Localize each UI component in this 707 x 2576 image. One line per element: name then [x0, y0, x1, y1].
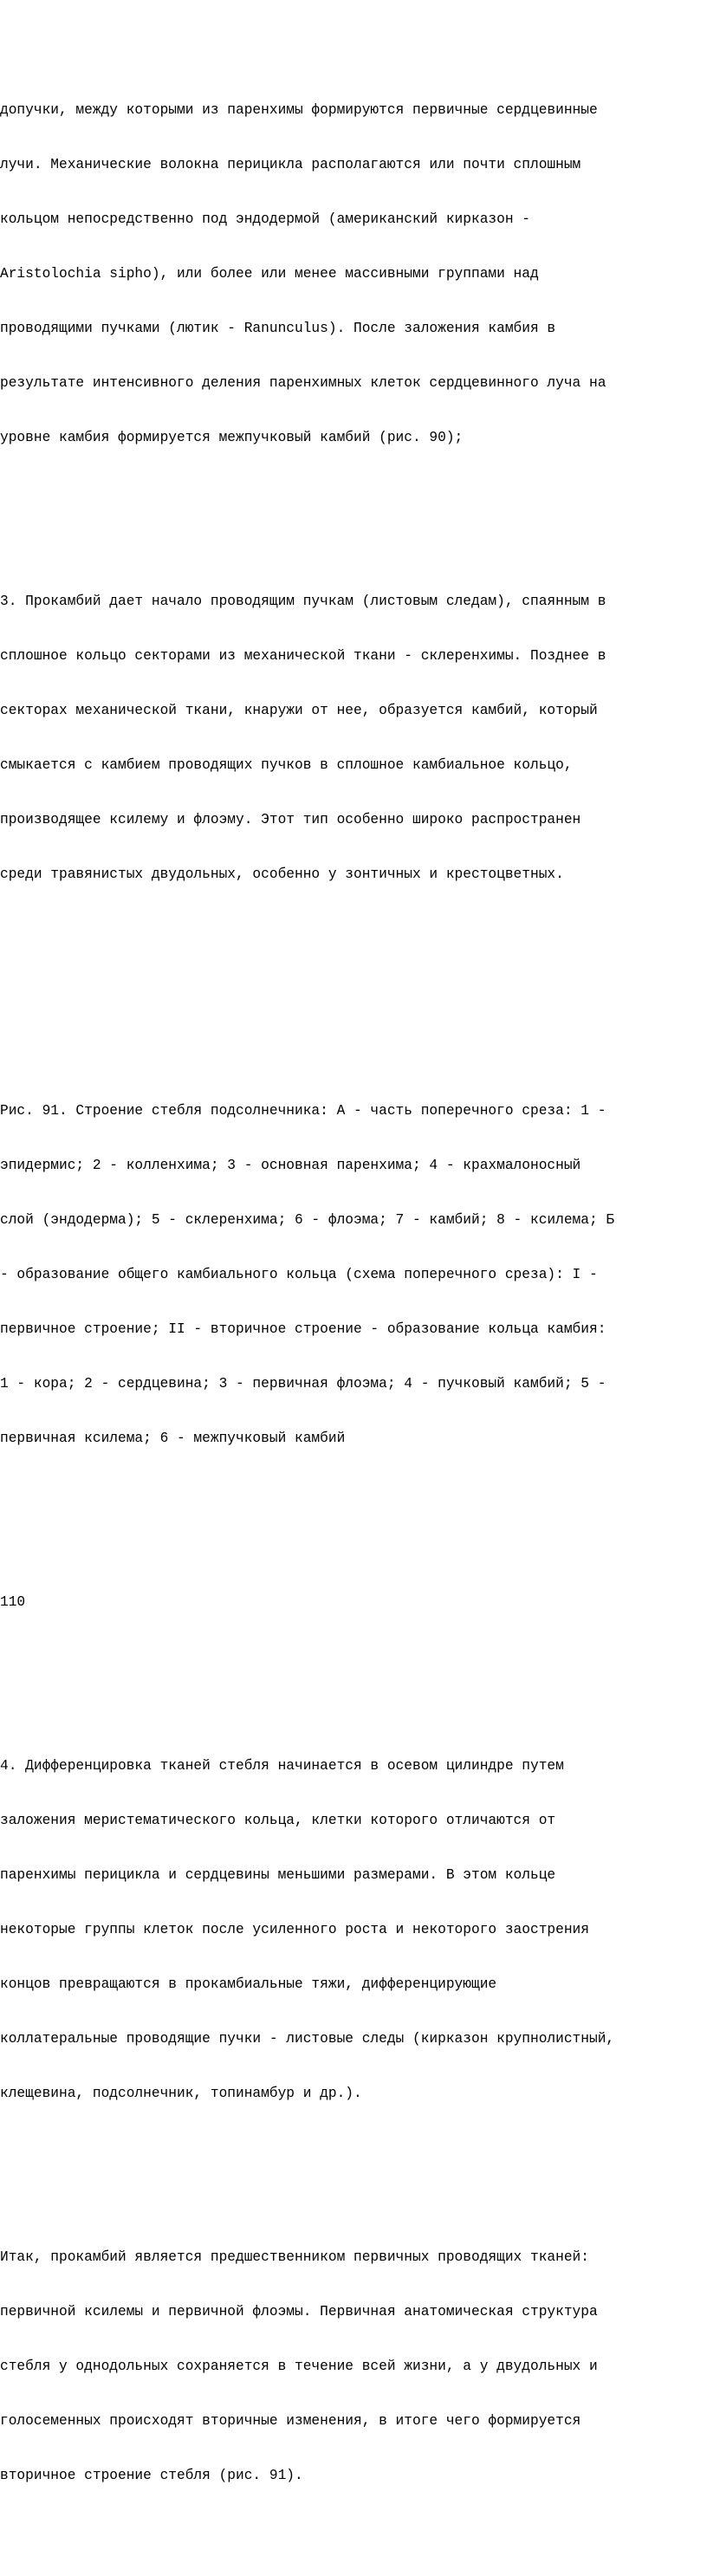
text-line: среди травянистых двудольных, особенно у зонтичных и крестоцветных. — [0, 866, 564, 882]
caption-line: - образование общего камбиального кольца (схема поперечного среза): I - — [0, 1267, 598, 1282]
text-line: вторичное строение стебля (рис. 91). — [0, 2468, 303, 2483]
text-line: стебля у однодольных сохраняется в течение всей жизни, а у двудольных и — [0, 2359, 598, 2374]
caption-line: 1 - кора; 2 - сердцевина; 3 - первичная флоэма; 4 - пучковый камбий; 5 - — [0, 1376, 606, 1392]
text-line: результате интенсивного деления паренхимных клеток сердцевинного луча на — [0, 375, 606, 391]
caption-line: Рис. 91. Строение стебля подсолнечника: А - часть поперечного среза: 1 - — [0, 1103, 606, 1119]
blank-line — [0, 993, 707, 1011]
text-line: заложения меристематического кольца, клетки которого отличаются от — [0, 1813, 556, 1828]
text-line: сплошное кольцо секторами из механической ткани - склеренхимы. Позднее в — [0, 648, 606, 664]
text-line: клещевина, подсолнечник, топинамбур и др.). — [0, 2086, 362, 2101]
caption-line: первичная ксилема; 6 - межпучковый камбий — [0, 1431, 346, 1446]
text-line: 4. Дифференцировка тканей стебля начинается в осевом цилиндре путем — [0, 1758, 564, 1774]
paragraph-conclusion — [0, 2212, 707, 2521]
document-page — [0, 10, 707, 2576]
text-line: производящее ксилему и флоэму. Этот тип особенно широко распространен — [0, 812, 581, 827]
text-line: уровне камбия формируется межпучковый камбий (рис. 90); — [0, 430, 464, 445]
text-line: проводящими пучками (лютик - Ranunculus). После заложения камбия в — [0, 321, 556, 336]
text-line: некоторые группы клеток после усиленного роста и некоторого заострения — [0, 1922, 589, 1937]
text-line: кольцом непосредственно под эндодермой (американский кирказон - — [0, 211, 530, 227]
paragraph-item-3-procambium — [0, 556, 707, 920]
text-line: паренхимы перицикла и сердцевины меньшими размерами. В этом кольце — [0, 1867, 556, 1883]
text-line: голосеменных происходят вторичные изменения, в итоге чего формируется — [0, 2413, 581, 2429]
text-line: коллатеральные проводящие пучки - листовые следы (кирказон крупнолистный, — [0, 2031, 615, 2047]
caption-line: первичное строение; II - вторичное строение - образование кольца камбия: — [0, 1321, 606, 1337]
page-number — [0, 1557, 707, 1648]
paragraph-rays-and-interfascicular-cambium — [0, 65, 707, 483]
paragraph-item-4-differentiation — [0, 1721, 707, 2139]
text-line: лучи. Механические волокна перицикла располагаются или почти сплошным — [0, 157, 581, 172]
page-number-text: 110 — [0, 1594, 26, 1610]
text-line: первичной ксилемы и первичной флоэмы. Первичная анатомическая структура — [0, 2304, 598, 2320]
text-line: допучки, между которыми из паренхимы формируются первичные сердцевинные — [0, 102, 598, 118]
text-line: секторах механической ткани, кнаружи от нее, образуется камбий, который — [0, 703, 598, 718]
figure-caption-fig-91 — [0, 1066, 707, 1484]
text-line: Итак, прокамбий является предшественником первичных проводящих тканей: — [0, 2249, 589, 2265]
caption-line: слой (эндодерма); 5 - склеренхима; 6 - флоэма; 7 - камбий; 8 - ксилема; Б — [0, 1212, 615, 1228]
text-line: смыкается с камбием проводящих пучков в сплошное камбиальное кольцо, — [0, 757, 573, 773]
caption-line: эпидермис; 2 - колленхима; 3 - основная паренхима; 4 - крахмалоносный — [0, 1158, 581, 1173]
text-line: Aristolochia sipho), или более или менее массивными группами над — [0, 266, 539, 282]
text-line: 3. Прокамбий дает начало проводящим пучкам (листовым следам), спаянным в — [0, 594, 606, 609]
text-line: концов превращаются в прокамбиальные тяжи, дифференцирующие — [0, 1976, 497, 1992]
